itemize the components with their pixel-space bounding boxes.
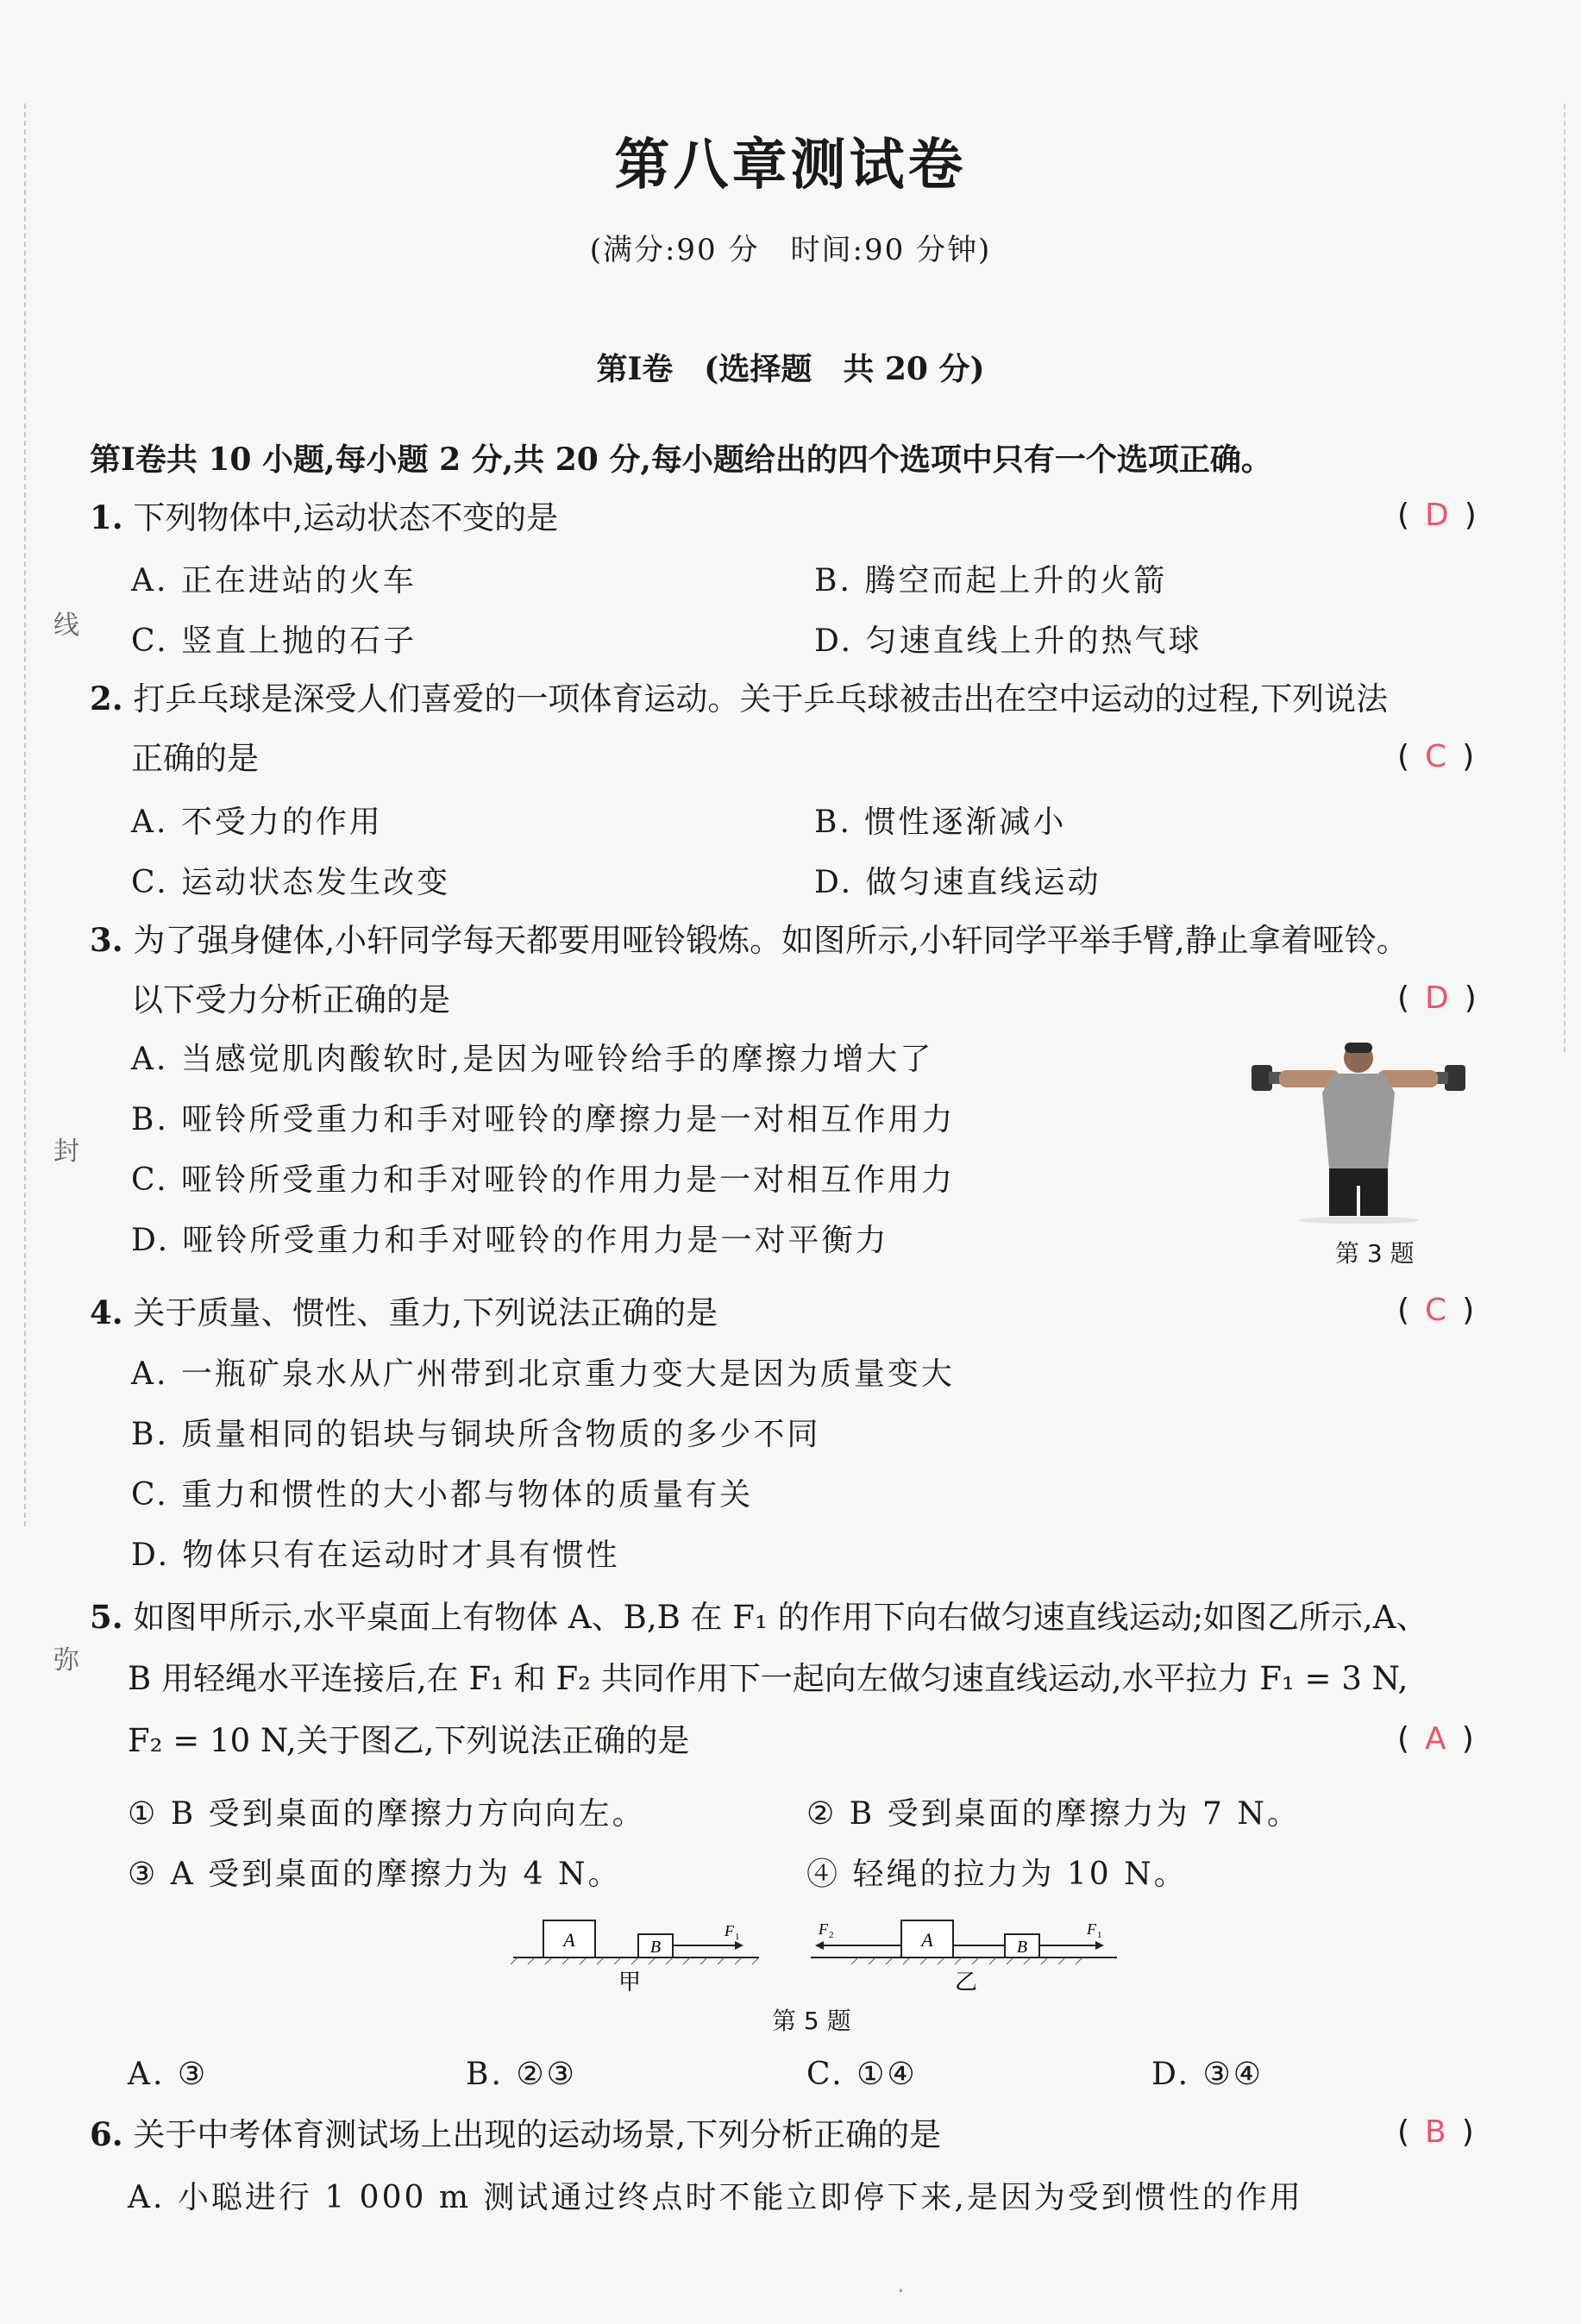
question-5-statement-1: ① B 受到桌面的摩擦力方向向左。 <box>128 1796 646 1832</box>
question-3-option-b: B. 哑铃所受重力和手对哑铃的摩擦力是一对相互作用力 <box>131 1102 956 1137</box>
question-2-option-c: C. 运动状态发生改变 <box>131 865 451 900</box>
bracket-open: ( <box>1397 739 1410 774</box>
question-4-stem <box>90 1282 718 1344</box>
question-1-option-c: C. 竖直上抛的石子 <box>131 623 417 659</box>
question-number: 1. <box>90 498 123 536</box>
force-label-f1: F <box>1087 1920 1096 1938</box>
page-subtitle: (满分:90 分 时间:90 分钟) <box>589 233 992 267</box>
figure-yi-label: 乙 <box>954 1970 978 1995</box>
section-instruction: 第Ⅰ卷共 10 小题,每小题 2 分,共 20 分,每小题给出的四个选项中只有一个选项正确。 <box>90 442 1272 478</box>
question-3-option-c: C. 哑铃所受重力和手对哑铃的作用力是一对相互作用力 <box>131 1162 956 1198</box>
question-1-option-b: B. 腾空而起上升的火箭 <box>814 563 1168 598</box>
question-number: 2. <box>90 680 123 717</box>
question-5-stem-line-3: F₂ = 10 N,关于图乙,下列说法正确的是 <box>128 1722 690 1759</box>
question-2-option-b: B. 惯性逐渐减小 <box>814 805 1067 840</box>
bracket-close: ) <box>1462 739 1475 774</box>
page-title: 第八章测试卷 <box>614 133 967 197</box>
question-5-option-b: B. ②③ <box>466 2057 577 2092</box>
question-text: 如图甲所示,水平桌面上有物体 A、B,B 在 F₁ 的作用下向右做匀速直线运动;如图乙所示,A、 <box>133 1599 1428 1636</box>
force-sub-1: 1 <box>735 1932 740 1942</box>
bracket-open: ( <box>1397 1293 1410 1328</box>
question-5-stem <box>90 1587 1428 1648</box>
question-3-option-a: A. 当感觉肌肉酸软时,是因为哑铃给手的摩擦力增大了 <box>131 1042 934 1077</box>
bracket-open: ( <box>1397 1721 1410 1757</box>
figure-jia-label: 甲 <box>618 1970 642 1995</box>
question-3-answer <box>1397 980 1477 1016</box>
question-1-stem <box>90 487 558 548</box>
question-1-option-a: A. 正在进站的火车 <box>131 563 417 598</box>
margin-char-feng: 封 <box>53 1137 79 1167</box>
question-5-option-a: A. ③ <box>128 2057 209 2092</box>
question-2-stem <box>90 668 1388 730</box>
force-label-f1: F <box>725 1922 734 1939</box>
question-5-statement-3: ③ A 受到桌面的摩擦力为 4 N。 <box>128 1857 622 1892</box>
question-3-option-d: D. 哑铃所受重力和手对哑铃的作用力是一对平衡力 <box>131 1223 889 1258</box>
question-text: 下列物体中,运动状态不变的是 <box>133 499 559 536</box>
question-4-option-d: D. 物体只有在运动时才具有惯性 <box>131 1538 620 1573</box>
block-a-label: A <box>921 1929 933 1951</box>
bracket-close: ) <box>1461 1721 1474 1757</box>
figure-jia <box>509 1910 768 1996</box>
block-b-label: B <box>1016 1938 1028 1957</box>
question-text: 关于质量、惯性、重力,下列说法正确的是 <box>133 1294 718 1331</box>
dumbbell-photo <box>1246 1039 1471 1225</box>
question-3-stem <box>90 910 1408 971</box>
question-text: 关于中考体育测试场上出现的运动场景,下列分析正确的是 <box>133 2116 942 2153</box>
question-text: 为了强身健体,小轩同学每天都要用哑铃锻炼。如图所示,小轩同学平举手臂,静止拿着哑铃。 <box>133 922 1408 959</box>
question-5-option-d: D. ③④ <box>1151 2057 1264 2092</box>
question-number: 3. <box>90 921 123 959</box>
force-sub-1: 1 <box>1097 1930 1102 1940</box>
question-6-answer <box>1397 2114 1474 2150</box>
answer-letter: A <box>1425 1721 1446 1757</box>
question-5-stem-line-2: B 用轻绳水平连接后,在 F₁ 和 F₂ 共同作用下一起向左做匀速直线运动,水平拉力 F₁ = 3 N, <box>128 1660 1408 1697</box>
bracket-close: ) <box>1462 1293 1475 1328</box>
question-4-option-b: B. 质量相同的铝块与铜块所含物质的多少不同 <box>131 1417 821 1452</box>
question-number: 4. <box>90 1294 123 1331</box>
question-5-answer <box>1397 1721 1474 1757</box>
answer-letter: C <box>1425 739 1447 774</box>
question-1-option-d: D. 匀速直线上升的热气球 <box>814 623 1202 659</box>
page-footer-dot: · <box>897 2277 905 2305</box>
question-number: 6. <box>90 2115 123 2153</box>
bracket-open: ( <box>1397 980 1410 1016</box>
question-1-answer <box>1397 498 1477 533</box>
question-6-stem <box>90 2104 941 2165</box>
binding-line-left <box>24 103 26 1526</box>
question-2-option-d: D. 做匀速直线运动 <box>814 865 1101 900</box>
answer-letter: C <box>1425 1293 1447 1328</box>
block-b-label: B <box>649 1938 662 1957</box>
question-4-option-c: C. 重力和惯性的大小都与物体的质量有关 <box>131 1477 754 1513</box>
block-a-label: A <box>563 1929 575 1951</box>
question-5-option-c: C. ①④ <box>806 2057 918 2092</box>
answer-letter: D <box>1425 498 1449 533</box>
answer-letter: D <box>1425 980 1449 1016</box>
question-5-caption: 第 5 题 <box>772 2007 851 2035</box>
question-2-stem-line-2: 正确的是 <box>131 740 259 777</box>
force-sub-2: 2 <box>829 1930 834 1940</box>
question-3-stem-line-2: 以下受力分析正确的是 <box>131 981 450 1018</box>
margin-char-mi: 弥 <box>53 1645 79 1676</box>
question-5-statement-2: ② B 受到桌面的摩擦力为 7 N。 <box>806 1796 1301 1832</box>
force-label-f2: F <box>819 1920 828 1938</box>
question-number: 5. <box>90 1598 123 1636</box>
margin-char-xian: 线 <box>53 611 79 641</box>
question-4-answer <box>1397 1293 1474 1328</box>
bracket-close: ) <box>1461 2114 1474 2150</box>
bracket-close: ) <box>1464 498 1477 533</box>
figure-yi <box>806 1910 1126 1996</box>
question-5-statement-4: ④ 轻绳的拉力为 10 N。 <box>806 1857 1188 1892</box>
bracket-open: ( <box>1397 498 1410 533</box>
question-text: 打乒乓球是深受人们喜爱的一项体育运动。关于乒乓球被击出在空中运动的过程,下列说法 <box>133 680 1389 717</box>
section-title: 第Ⅰ卷 (选择题 共 20 分) <box>596 351 985 387</box>
question-3-caption: 第 3 题 <box>1335 1239 1415 1268</box>
question-4-option-a: A. 一瓶矿泉水从广州带到北京重力变大是因为质量变大 <box>131 1356 955 1392</box>
answer-letter: B <box>1425 2114 1446 2150</box>
bracket-close: ) <box>1464 980 1477 1016</box>
bracket-open: ( <box>1397 2114 1410 2150</box>
question-6-option-a: A. 小聪进行 1 000 m 测试通过终点时不能立即停下来,是因为受到惯性的作用 <box>128 2180 1303 2215</box>
question-2-option-a: A. 不受力的作用 <box>131 805 383 840</box>
question-2-answer <box>1397 739 1474 774</box>
